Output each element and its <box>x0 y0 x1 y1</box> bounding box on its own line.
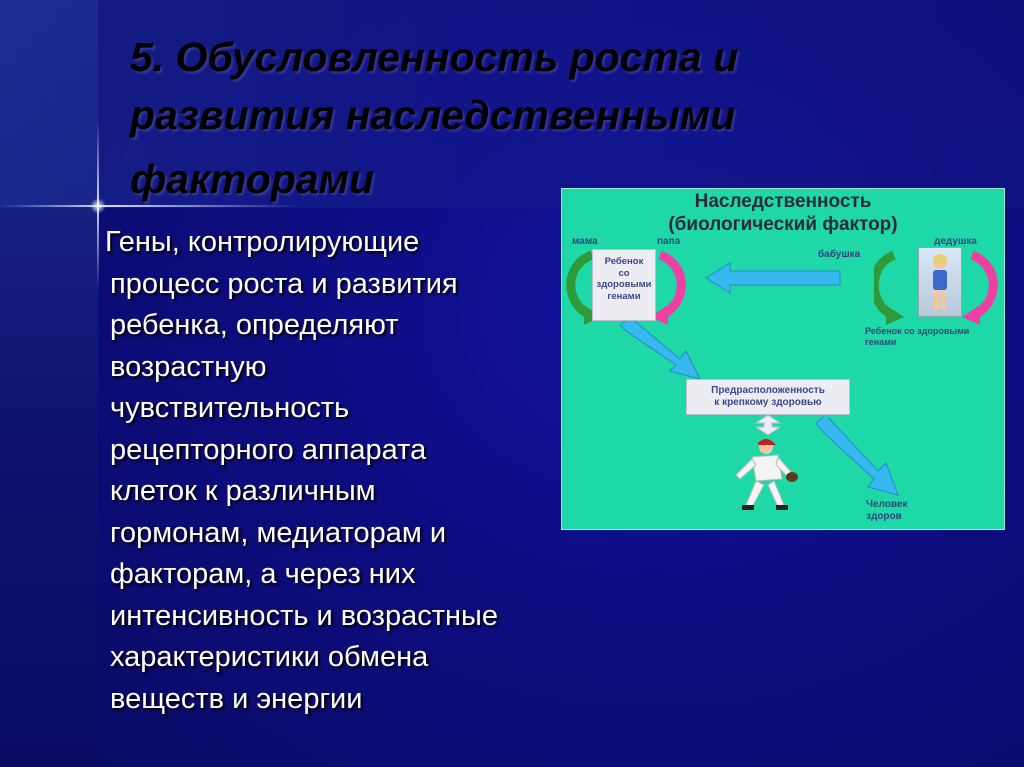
predisposition-line: к крепкому здоровью <box>714 396 822 408</box>
body-line: интенсивность и возрастные <box>110 599 498 632</box>
baseball-player-icon <box>722 435 802 515</box>
body-line: процесс роста и развития <box>110 267 458 300</box>
child-box-line: Ребенок <box>604 256 644 267</box>
left-arrow <box>704 261 844 295</box>
label-healthy-2: здоров <box>866 511 902 522</box>
child-figure-icon <box>919 248 961 316</box>
predisposition-box <box>686 379 850 415</box>
double-arrow-down <box>738 413 798 437</box>
slide-body-text <box>105 222 575 720</box>
diagonal-arrow-to-healthy <box>812 417 904 499</box>
child-box-line: здоровыми <box>596 279 652 290</box>
label-child-right: Ребенок со здоровыми <box>865 326 970 336</box>
body-line: гормонам, медиаторам и <box>110 516 447 549</box>
body-line: ребенка, определяют <box>110 309 399 341</box>
pink-curved-arrow <box>972 255 993 315</box>
diagram-title: Наследственность <box>694 191 872 212</box>
title-line: развития наследственными <box>130 92 736 138</box>
slide-title <box>130 28 830 208</box>
child-box-line: генами <box>607 290 641 302</box>
title-line: факторами <box>130 156 375 202</box>
title-line: 5. Обусловленность роста и <box>130 34 739 80</box>
body-line: веществ и энергии <box>110 682 363 715</box>
pink-curved-arrow <box>660 255 681 315</box>
child-healthy-genes-box <box>592 249 656 321</box>
green-arrowhead <box>886 305 904 325</box>
body-line: факторам, а через них <box>110 558 416 590</box>
green-curved-arrow <box>571 255 592 315</box>
label-mama: мама <box>572 236 598 247</box>
label-healthy: Человек <box>866 499 908 510</box>
label-babushka: бабушка <box>818 249 861 260</box>
predisposition-line: Предрасположенность <box>711 385 825 396</box>
label-dedushka: дедушка <box>934 236 977 247</box>
pink-arrowhead <box>962 305 980 325</box>
heredity-diagram <box>561 188 1005 530</box>
body-line: Гены, контролирующие <box>105 226 420 258</box>
body-line: рецепторного аппарата <box>110 433 427 466</box>
diagonal-arrow-down-right <box>614 321 704 383</box>
body-line: клеток к различным <box>110 475 376 507</box>
label-child-right-2: генами <box>865 337 897 347</box>
body-line: возрастную <box>110 350 267 383</box>
child-photo <box>918 247 962 317</box>
diagram-subtitle: (биологический фактор) <box>668 214 898 235</box>
body-line: характеристики обмена <box>110 641 429 673</box>
label-papa: папа <box>657 236 681 247</box>
light-flare-core <box>90 198 106 214</box>
body-line: чувствительность <box>110 392 350 424</box>
child-box-line: со <box>618 267 630 279</box>
green-curved-arrow <box>874 255 894 315</box>
